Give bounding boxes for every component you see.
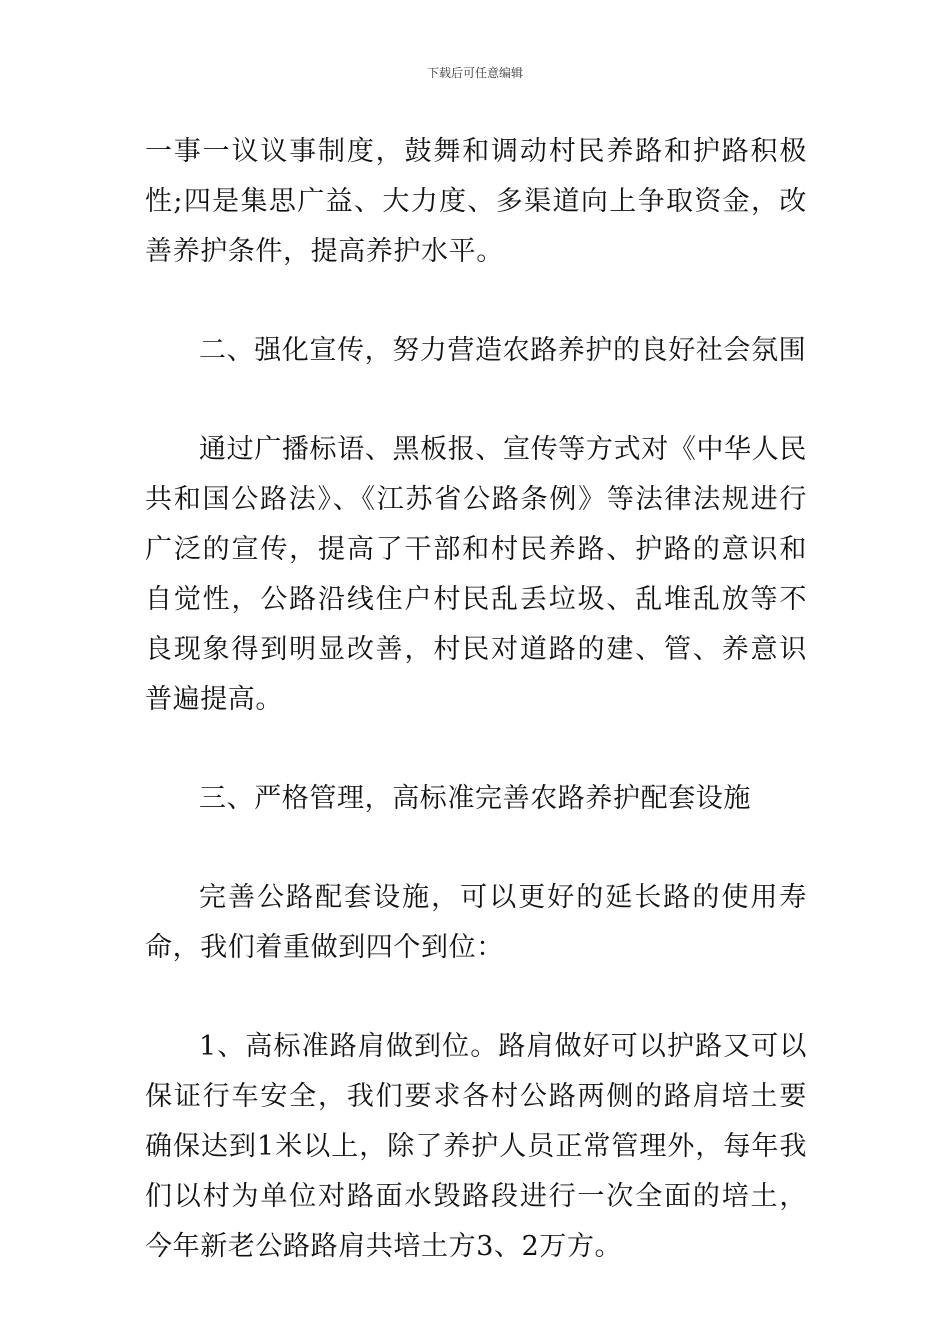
- document-body: [145, 127, 807, 1272]
- section-heading-2: 二、强化宣传，努力营造农路养护的良好社会氛围: [199, 335, 807, 366]
- paragraph-continuation: 一事一议议事制度，鼓舞和调动村民养路和护路积极性;四是集思广益、大力度、多渠道向上争取资金，改善养护条件，提高养护水平。: [145, 136, 807, 267]
- section-heading-3: 三、严格管理，高标准完善农路养护配套设施: [199, 783, 751, 814]
- paragraph-publicity: 通过广播标语、黑板报、宣传等方式对《中华人民共和国公路法》、《江苏省公路条例》等法律法规进行广泛的宣传，提高了干部和村民养路、护路的意识和自觉性，公路沿线住户村民乱丢垃圾、乱堆乱放等不良现象得到明显改善，村民对道路的建、管、养意识普遍提高。: [145, 434, 807, 715]
- page-header-note: 下载后可任意编辑: [426, 66, 523, 80]
- paragraph-item-1-road-shoulder: 1、高标准路肩做到位。路肩做好可以护路又可以保证行车安全，我们要求各村公路两侧的路肩培土要确保达到1米以上，除了养护人员正常管理外，每年我们以村为单位对路面水毁路段进行一次全面的培土，今年新老公路路肩共培土方3、2万方。: [145, 1031, 807, 1262]
- paragraph-facilities-intro: 完善公路配套设施，可以更好的延长路的使用寿命，我们着重做到四个到位：: [145, 882, 807, 963]
